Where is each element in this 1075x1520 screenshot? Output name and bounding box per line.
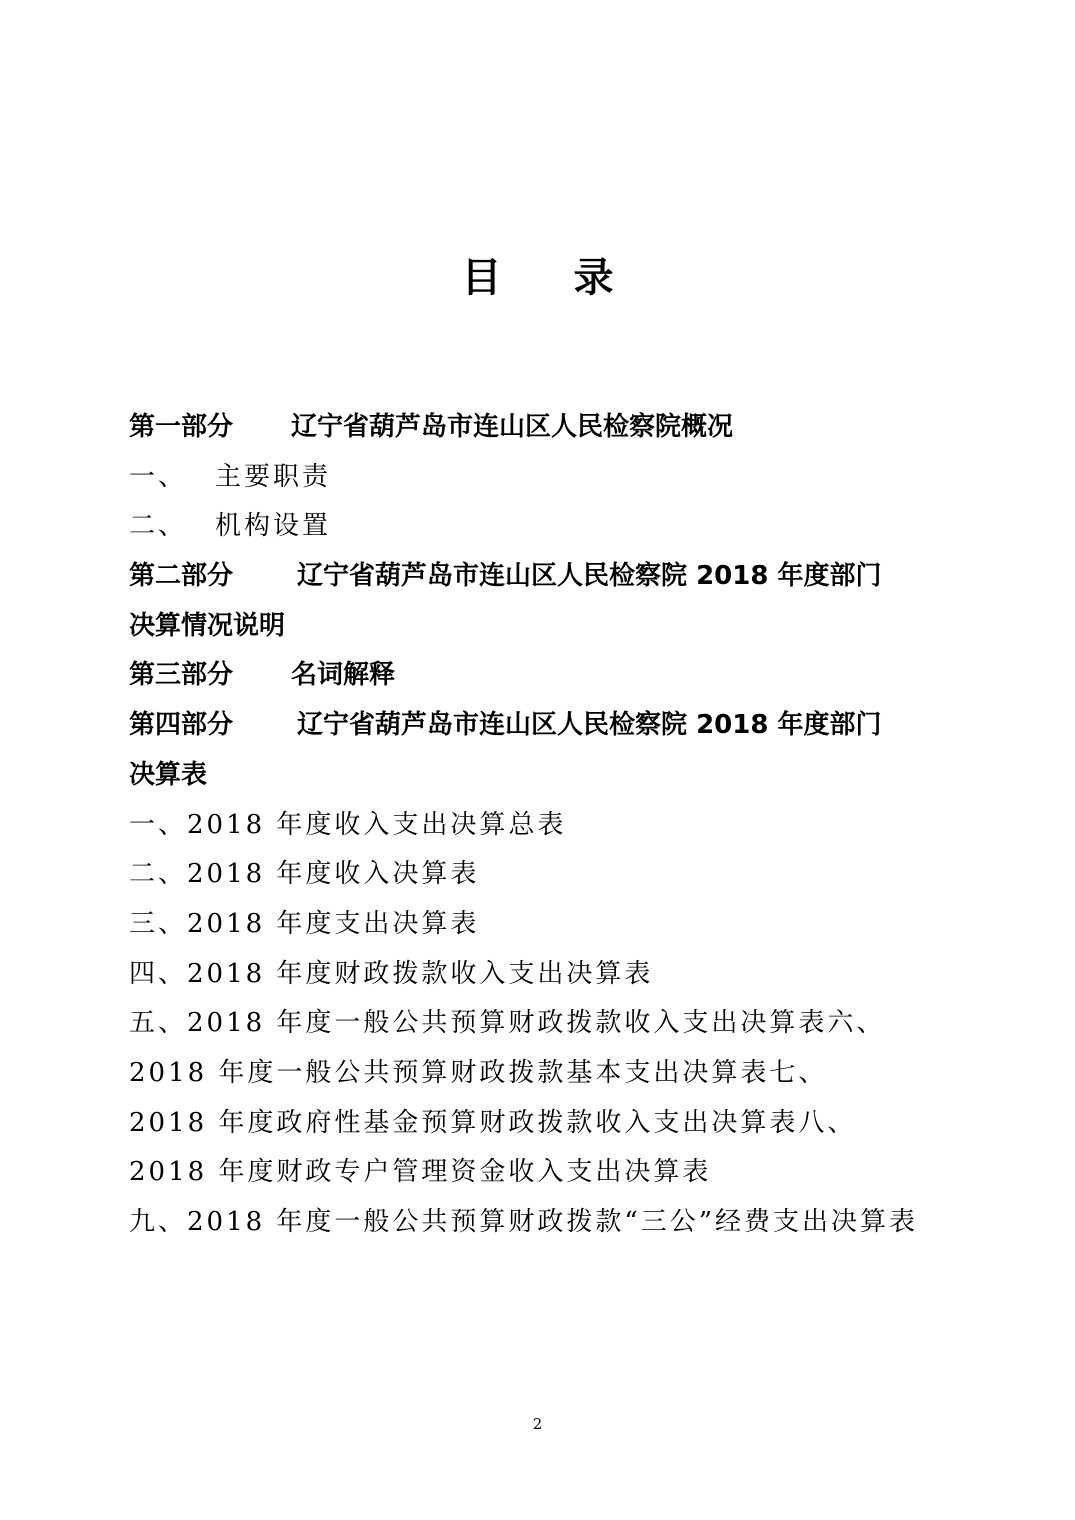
toc-table-line-1: 一、2018 年度收入支出决算总表 <box>129 809 567 840</box>
toc-item-text: 机构设置 <box>215 511 332 542</box>
page-number: 2 <box>532 1415 543 1433</box>
toc-table-line-3: 三、2018 年度支出决算表 <box>129 908 480 939</box>
toc-table-line-4: 四、2018 年度财政拨款收入支出决算表 <box>129 958 654 989</box>
toc-item-number: 二、 <box>129 511 188 542</box>
toc-part1-label: 第一部分 <box>129 412 234 442</box>
toc-table-line-6: 2018 年度一般公共预算财政拨款基本支出决算表七、 <box>129 1057 828 1088</box>
toc-part2-label: 第二部分 <box>129 561 234 592</box>
toc-item-text: 主要职责 <box>215 461 332 492</box>
toc-part2-text-line1: 辽宁省葫芦岛市连山区人民检察院 2018 年度部门 <box>297 561 882 592</box>
toc-part4-continued <box>129 751 959 801</box>
toc-part4-text-line1: 辽宁省葫芦岛市连山区人民检察院 2018 年度部门 <box>297 710 882 741</box>
toc-part1-item-2 <box>129 502 959 552</box>
page-title: 目录 <box>461 255 686 301</box>
toc-table-line-7: 2018 年度政府性基金预算财政拨款收入支出决算表八、 <box>129 1107 857 1138</box>
table-of-contents <box>129 403 959 1248</box>
toc-table-line-5: 五、2018 年度一般公共预算财政拨款收入支出决算表六、 <box>129 1008 886 1039</box>
toc-part4 <box>129 701 959 751</box>
toc-part2 <box>129 552 959 602</box>
toc-part4-text-line2: 决算表 <box>129 759 208 790</box>
toc-part3 <box>129 651 959 701</box>
toc-part2-continued <box>129 602 959 652</box>
toc-part2-text-line2: 决算情况说明 <box>129 610 286 641</box>
toc-part4-label: 第四部分 <box>129 710 234 741</box>
toc-part1 <box>129 403 959 453</box>
toc-item-number: 一、 <box>129 461 188 492</box>
toc-table-line-2: 二、2018 年度收入决算表 <box>129 859 480 890</box>
toc-part3-label: 第三部分 <box>129 660 234 691</box>
toc-part1-item-1 <box>129 453 959 503</box>
toc-part1-text: 辽宁省葫芦岛市连山区人民检察院概况 <box>291 412 734 442</box>
toc-table-line-8: 2018 年度财政专户管理资金收入支出决算表 <box>129 1157 712 1188</box>
toc-part3-text: 名词解释 <box>291 660 396 691</box>
toc-table-line-9: 九、2018 年度一般公共预算财政拨款“三公”经费支出决算表 <box>129 1207 919 1237</box>
